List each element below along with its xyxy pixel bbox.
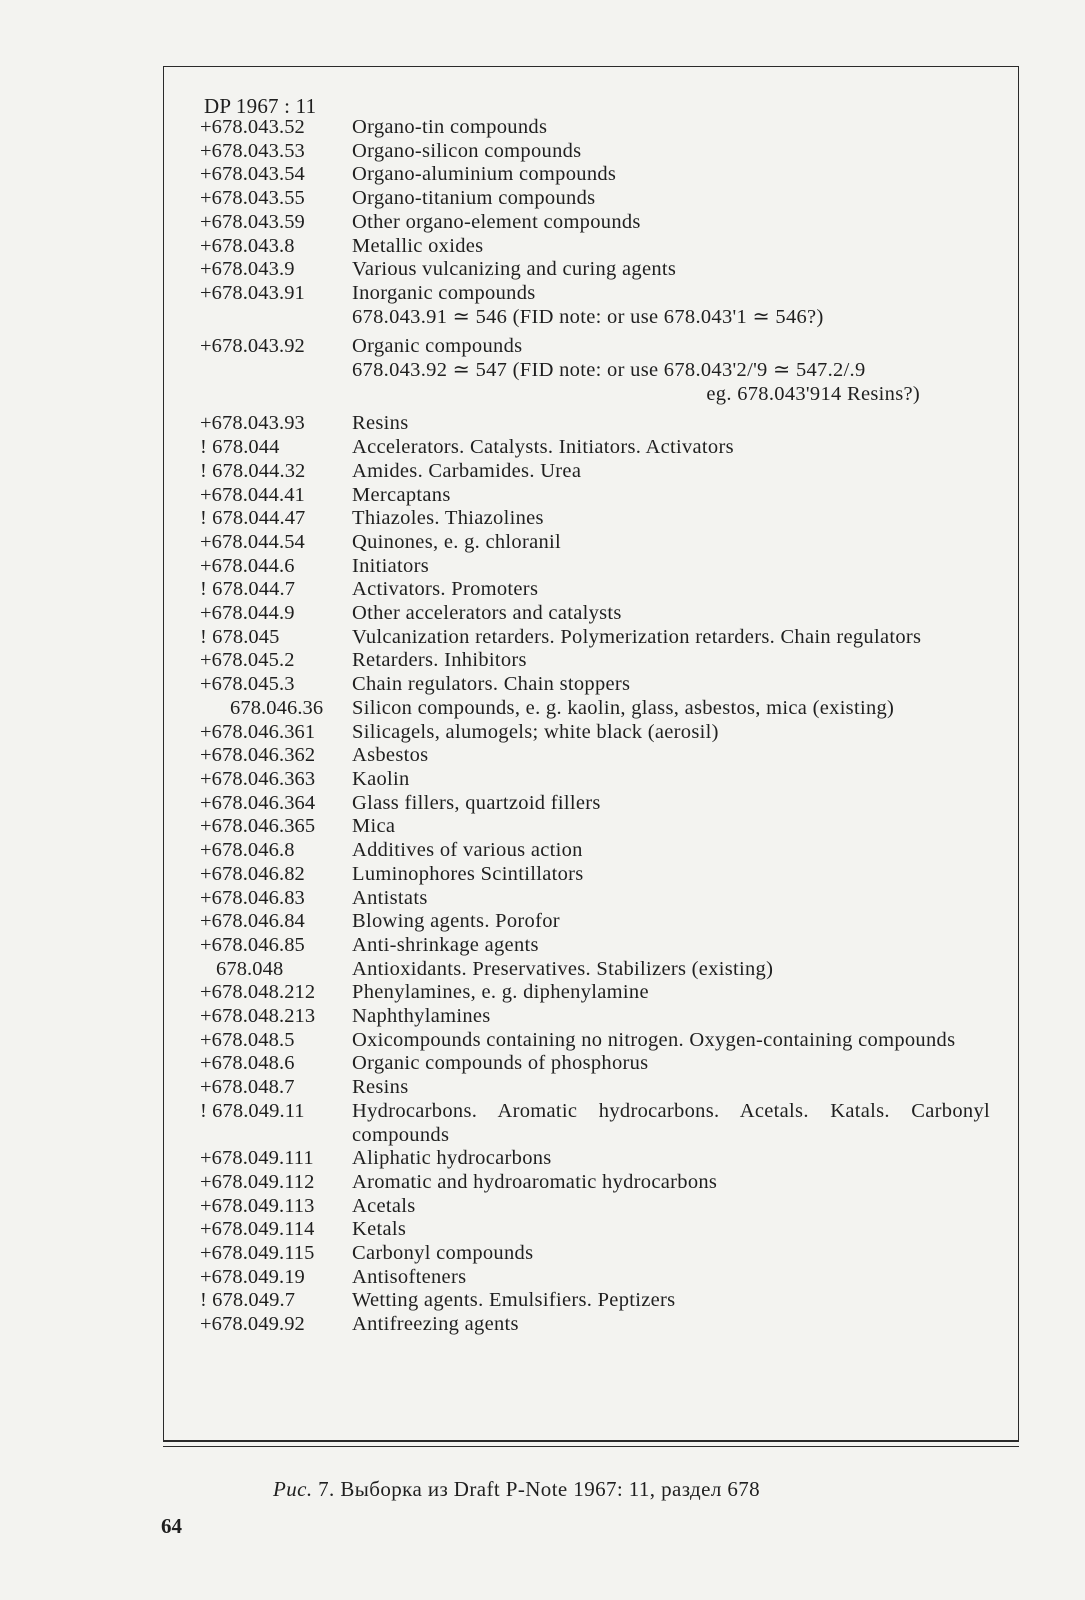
entry-desc: Other organo-element compounds — [352, 210, 641, 233]
entry-code: +678.046.82 — [200, 862, 305, 885]
entry-code: 678.048 — [216, 957, 284, 980]
entry-row — [200, 1029, 990, 1053]
entry-row — [200, 815, 990, 839]
entry-row — [200, 721, 990, 745]
entry-desc: Phenylamines, e. g. diphenylamine — [352, 981, 649, 1004]
entry-code: ! 678.044.47 — [200, 507, 306, 530]
section-header: DP 1967 : 11 — [204, 94, 317, 118]
entry-desc: Kaolin — [352, 767, 410, 790]
entry-code: +678.044.9 — [200, 602, 295, 625]
entry-row — [200, 531, 990, 555]
entry-code: ! 678.044.32 — [200, 459, 306, 482]
entry-row — [200, 578, 990, 602]
entry-row — [200, 792, 990, 816]
entry-code: +678.048.6 — [200, 1052, 295, 1075]
entry-row — [200, 282, 990, 306]
entry-desc: Quinones, e. g. chloranil — [352, 530, 562, 553]
entry-code: +678.048.213 — [200, 1005, 316, 1028]
entry-code: +678.049.19 — [200, 1265, 305, 1288]
entry-row — [200, 187, 990, 211]
entry-desc: Organo-tin compounds — [352, 116, 548, 138]
entry-code: +678.046.85 — [200, 933, 305, 956]
entry-code: ! 678.049.7 — [200, 1289, 296, 1312]
caption-text: 7. Выборка из Draft P-Note 1967: 11, раздел 678 — [318, 1477, 761, 1501]
entry-code: +678.049.92 — [200, 1313, 305, 1336]
entry-desc: Anti-shrinkage agents — [352, 933, 539, 956]
entry-code: +678.043.9 — [200, 258, 295, 281]
entry-code: +678.045.3 — [200, 673, 295, 696]
entry-desc: Amides. Carbamides. Urea — [352, 459, 582, 482]
entry-desc: Metallic oxides — [352, 234, 484, 257]
entry-row — [200, 768, 990, 792]
entry-desc: Retarders. Inhibitors — [352, 649, 527, 672]
entry-code: +678.044.41 — [200, 483, 305, 506]
entry-code: +678.043.55 — [200, 187, 305, 210]
entry-row — [200, 163, 990, 187]
entry-desc: Organo-silicon compounds — [352, 139, 582, 162]
entry-code: ! 678.044.7 — [200, 578, 296, 601]
entry-row — [200, 1242, 990, 1266]
fid-note: 678.043.91 ≃ 546 (FID note: or use 678.043'1 ≃ 546?) — [352, 305, 824, 328]
entry-row — [200, 460, 990, 484]
entry-code: +678.043.93 — [200, 412, 305, 435]
entry-code: +678.049.115 — [200, 1242, 315, 1265]
entry-code: +678.049.111 — [200, 1147, 314, 1170]
entry-list — [200, 116, 990, 1337]
entry-row — [200, 335, 990, 359]
entry-desc: Resins — [352, 1076, 409, 1099]
entry-desc: Other accelerators and catalysts — [352, 602, 622, 625]
entry-code: +678.046.84 — [200, 910, 305, 933]
entry-desc: Blowing agents. Porofor — [352, 910, 560, 933]
entry-row — [200, 1005, 990, 1029]
entry-desc: Antifreezing agents — [352, 1313, 519, 1336]
entry-row — [200, 1076, 990, 1100]
entry-row — [200, 235, 990, 259]
entry-row — [200, 1266, 990, 1290]
entry-desc: Aromatic and hydroaromatic hydrocarbons — [352, 1170, 718, 1193]
entry-code: +678.043.92 — [200, 335, 305, 358]
entry-row — [200, 555, 990, 579]
entry-row — [200, 1313, 990, 1337]
entry-code: +678.043.53 — [200, 139, 305, 162]
entry-desc: Ketals — [352, 1218, 407, 1241]
frame-bottom-rule — [163, 1446, 1019, 1447]
entry-code: ! 678.049.11 — [200, 1099, 305, 1122]
entry-desc: Hydrocarbons. Aromatic hydrocarbons. Acetals. Katals. Carbonyl compounds — [352, 1099, 990, 1146]
entry-row — [200, 258, 990, 282]
entry-code: +678.048.212 — [200, 981, 316, 1004]
entry-row — [200, 116, 990, 140]
entry-code: +678.043.8 — [200, 234, 295, 257]
page-number: 64 — [161, 1514, 182, 1538]
entry-desc: Inorganic compounds — [352, 281, 536, 304]
entry-row — [200, 863, 990, 887]
entry-row — [200, 602, 990, 626]
entry-code: ! 678.045 — [200, 625, 280, 648]
entry-code: +678.049.114 — [200, 1218, 315, 1241]
entry-desc: Initiators — [352, 554, 430, 577]
entry-code: +678.043.59 — [200, 210, 305, 233]
entry-desc: Mercaptans — [352, 483, 451, 506]
entry-code: +678.048.5 — [200, 1028, 295, 1051]
entry-desc: Organo-titanium compounds — [352, 187, 596, 210]
entry-desc: Oxicompounds containing no nitrogen. Oxygen-containing compounds — [352, 1028, 956, 1051]
entry-desc: Organic compounds — [352, 335, 523, 358]
entry-desc: Resins — [352, 412, 409, 435]
entry-row — [200, 1171, 990, 1195]
entry-row — [200, 649, 990, 673]
entry-row — [200, 140, 990, 164]
entry-desc: Vulcanization retarders. Polymerization retarders. Chain regulators — [352, 625, 922, 648]
entry-desc: Organo-aluminium compounds — [352, 163, 617, 186]
entry-desc: Thiazoles. Thiazolines — [352, 507, 544, 530]
entry-row — [200, 1195, 990, 1219]
entry-desc: Organic compounds of phosphorus — [352, 1052, 649, 1075]
entry-code: +678.043.91 — [200, 281, 305, 304]
figure-caption — [273, 1477, 760, 1502]
fid-note: 678.043.92 ≃ 547 (FID note: or use 678.043'2/'9 ≃ 547.2/.9 — [352, 359, 866, 382]
entry-desc: Chain regulators. Chain stoppers — [352, 673, 631, 696]
entry-code: +678.043.52 — [200, 116, 305, 138]
entry-desc: Wetting agents. Emulsifiers. Peptizers — [352, 1289, 676, 1312]
entry-code: +678.046.361 — [200, 720, 316, 743]
entry-code: +678.044.6 — [200, 554, 295, 577]
entry-desc: Aliphatic hydrocarbons — [352, 1147, 552, 1170]
entry-desc: Silicagels, alumogels; white black (aerosil) — [352, 720, 719, 743]
entry-code: +678.046.363 — [200, 767, 316, 790]
entry-code: 678.046.36 — [230, 696, 324, 719]
entry-row — [200, 887, 990, 911]
caption-label: Рис. — [273, 1477, 313, 1501]
entry-desc: Activators. Promoters — [352, 578, 539, 601]
entry-row — [200, 839, 990, 863]
entry-row — [200, 484, 990, 508]
entry-desc: Antioxidants. Preservatives. Stabilizers (existing) — [352, 957, 774, 980]
entry-desc: Luminophores Scintillators — [352, 862, 584, 885]
entry-code: +678.045.2 — [200, 649, 295, 672]
entry-desc: Glass fillers, quartzoid fillers — [352, 791, 601, 814]
entry-desc: Accelerators. Catalysts. Initiators. Activators — [352, 436, 734, 459]
entry-row — [200, 412, 990, 436]
entry-code: +678.049.112 — [200, 1170, 315, 1193]
entry-desc: Mica — [352, 815, 396, 838]
entry-code: +678.049.113 — [200, 1194, 315, 1217]
entry-code: +678.046.365 — [200, 815, 316, 838]
fid-note-continuation: eg. 678.043'914 Resins?) — [706, 382, 920, 405]
entry-desc: Various vulcanizing and curing agents — [352, 258, 677, 281]
entry-row — [200, 211, 990, 235]
entry-code: +678.048.7 — [200, 1076, 295, 1099]
entry-desc: Acetals — [352, 1194, 416, 1217]
entry-code: +678.046.8 — [200, 839, 295, 862]
entry-row — [200, 697, 990, 721]
entry-row — [200, 1289, 990, 1313]
entry-row — [200, 934, 990, 958]
entry-row — [200, 1147, 990, 1171]
entry-desc: Antisofteners — [352, 1265, 467, 1288]
entry-code: +678.046.362 — [200, 744, 316, 767]
entry-desc: Carbonyl compounds — [352, 1242, 534, 1265]
entry-row — [200, 744, 990, 768]
entry-row — [200, 958, 990, 982]
entry-desc: Antistats — [352, 886, 428, 909]
entry-row — [200, 626, 990, 650]
entry-row — [200, 1100, 990, 1147]
entry-desc: Naphthylamines — [352, 1005, 491, 1028]
entry-row — [200, 910, 990, 934]
entry-desc: Additives of various action — [352, 839, 583, 862]
entry-code: +678.043.54 — [200, 163, 305, 186]
entry-row — [200, 1218, 990, 1242]
entry-row — [200, 1052, 990, 1076]
entry-row — [200, 981, 990, 1005]
entry-code: +678.046.83 — [200, 886, 305, 909]
entry-code: +678.044.54 — [200, 530, 305, 553]
entry-code: ! 678.044 — [200, 436, 280, 459]
entry-row — [200, 507, 990, 531]
entry-desc: Silicon compounds, e. g. kaolin, glass, asbestos, mica (existing) — [352, 696, 895, 719]
entry-row — [200, 673, 990, 697]
entry-row — [200, 436, 990, 460]
entry-code: +678.046.364 — [200, 791, 316, 814]
entry-desc: Asbestos — [352, 744, 429, 767]
